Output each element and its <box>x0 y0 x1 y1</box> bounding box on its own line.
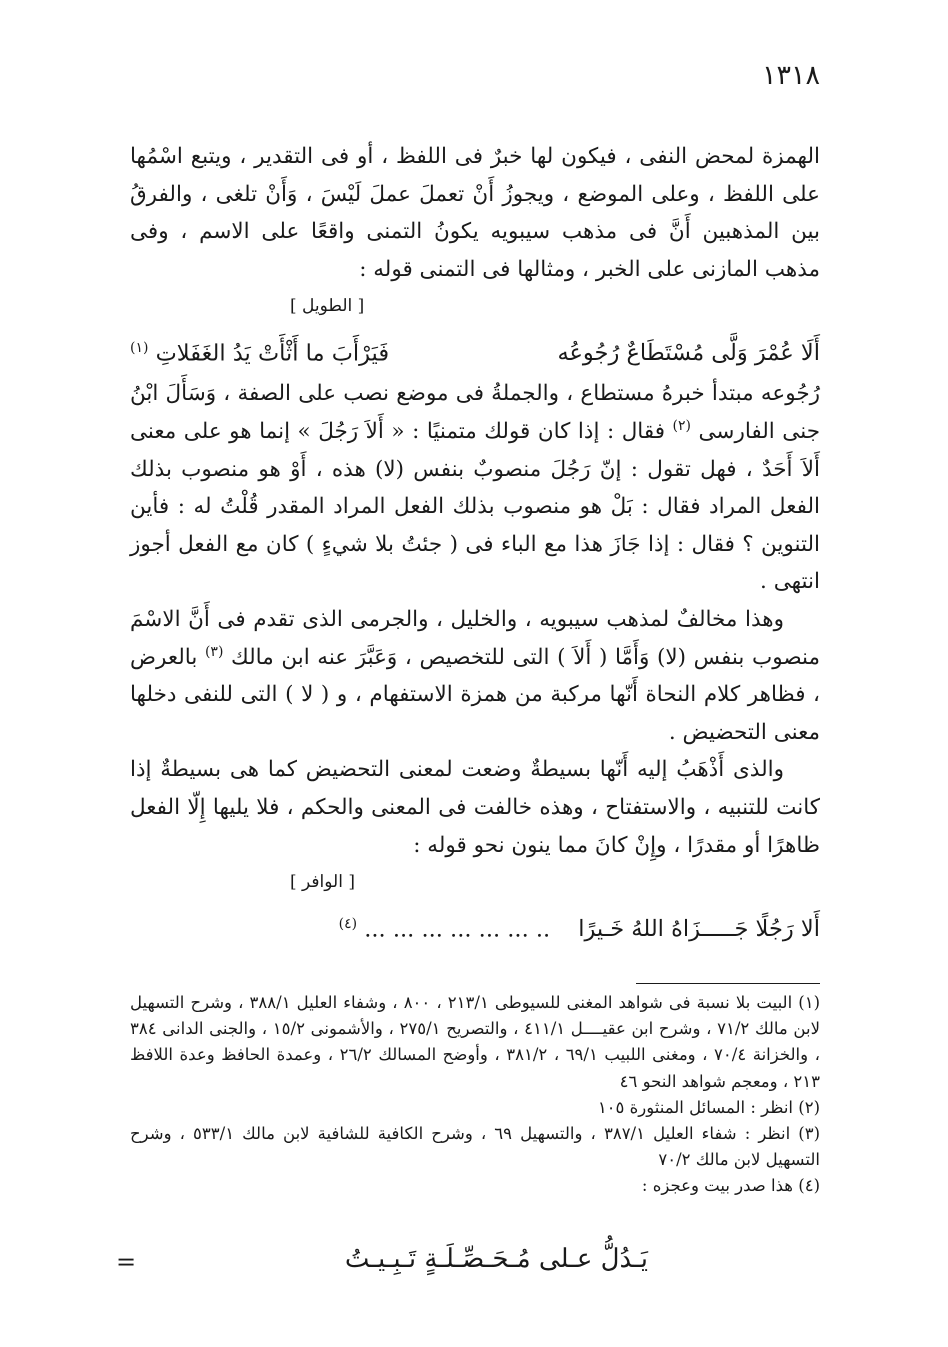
page-number: ١٣١٨ <box>761 60 820 91</box>
meter-line-1 <box>130 288 820 326</box>
verse-1 <box>130 328 820 374</box>
footnote-3: (٣) انظر : شفاء العليل ٣٨٧/١ ، والتسهيل ٦٩ ، وشرح الكافية للشافية لابن مالك ٥٣٣/١ ، وشرح التسهيل لابن مالك ٧٠/٢ <box>130 1124 820 1170</box>
meter-label-wafir: [ الوافر ] <box>290 872 355 893</box>
verse-1-second-hemistich: فَيَرْأَبَ ما أَثْأَتْ يَدُ الغَفَلاتِ <box>155 340 390 367</box>
footnote-ref-2: (٢) <box>672 417 691 434</box>
verse-2-first-hemistich: أَلا رَجُلًا جَـــــزَاهُ اللهُ خَـيرًا <box>578 916 820 943</box>
paragraph-4: والذى أَذْهَبُ إليه أَنّها بسيطةٌ وضعت لمعنى التحضيض كما هى بسيطةٌ إذا كانت للتنبيه ، والاستفتاح ، وهذه خالفت فى المعنى والحكم ، فلا يليها إِلّا الفعل ظاهرًا أو مقدرًا ، وإِنْ كانَ مما ينون نحو قوله : <box>130 757 820 858</box>
meter-line-2 <box>130 864 820 902</box>
verse-2-omitted-hemistich: .. ... ... ... ... ... ... <box>364 916 551 943</box>
footnote-4: (٤) هذا صدر بيت وعجزه : <box>641 1176 820 1196</box>
paragraph-2-part-a: رُجُوعه مبتدأ خبرهُ مستطاع ، والجملةُ فى موضع نصب على الصفة ، وَسَأَلَ ابْنُ جنى الفارسى <box>130 381 820 445</box>
paragraph-3 <box>130 601 820 751</box>
footnote-ref-1: (١) <box>130 339 149 356</box>
verse-2 <box>130 904 820 950</box>
paragraph-1: الهمزة لمحض النفى ، فيكون لها خبرٌ فى اللفظ ، أو فى التقدير ، ويتبع اسْمُها على اللفظ ، وعلى الموضع ، ويجوزُ أَنْ تعملَ عملَ لَيْسَ ، وَأَنْ تلغى ، والفرقُ بين المذهبين أَنَّ فى مذهب سيبويه يكونُ التمنى واقعًا على الاسم ، وفى مذهب المازنى على الخبر ، ومثالها فى التمنى قوله : <box>130 144 820 282</box>
paragraph-3-part-a: وهذا مخالفٌ لمذهب سيبويه ، والخليل ، والجرمى الذى تقدم فى أَنَّ الاسْمَ منصوب بنفس (لا) وَأَمَّا ( أَلاَ ) التى للتخصيص ، وَعَبَّرَ عنه ابن مالك <box>130 607 820 670</box>
verse-1-first-hemistich: أَلَا عُمْرَ وَلَّى مُسْتَطَاعٌ رُجُوعُه <box>557 340 820 367</box>
verse-1-second-hemistich-wrap <box>130 328 389 374</box>
paragraph-3-part-b: بالعرض ، فظاهر كلام النحاة أَنّها مركبة من همزة الاستفهام ، و ( لا ) التى للنفى دخلها معنى التحضيض . <box>130 644 820 745</box>
continuation-mark: = <box>116 1248 137 1276</box>
footnote-ref-4: (٤) <box>338 915 358 932</box>
footnote-ref-3: (٣) <box>204 643 224 660</box>
main-text <box>130 138 820 951</box>
paragraph-2 <box>130 375 820 601</box>
footnote-separator <box>636 983 820 984</box>
footnotes <box>130 990 820 1200</box>
footnote-2: (٢) انظر : المسائل المنثورة ١٠٥ <box>597 1097 820 1117</box>
paragraph-2-part-b: فقال : إذا كان قولك متمنيًا : « أَلاَ رَجُلَ » إنما هو على معنى أَلاَ أَحَدٌ ، فهل تقول : إنّ رَجُلَ منصوبٌ بنفس (لا) هذه ، أَوْ هو منصوب بذلك الفعل المراد فقال : بَلْ هو منصوب بذلك الفعل المراد المقدر قُلْتُ له : فأين التنوين ؟ فقال : إذا جَازَ هذا مع الباء فى ( جئتُ بلا شيءٍ ) كان مع الفعل أجوز انتهى . <box>130 419 820 595</box>
footnote-1: (١) البيت بلا نسبة فى شواهد المغنى للسيوطى ٢١٣/١ ، ٨٠٠ ، وشفاء العليل ٣٨٨/١ ، وشرح التسهيل لابن مالك ٧١/٢ ، وشرح ابن عقيــــل ٤١١/١ ، والتصريح ٢٧٥/١ ، والأشمونى ١٥/٢ ، والجنى الدانى ٣٨٤ ، والخزانة ٧٠/٤ ، ومغنى اللبيب ٦٩/١ ، ٣٨١/٢ ، وأوضح المسالك ٢٦/٢ ، وعمدة الحافظ وعدة اللافظ ٢١٣ ، ومعجم شواهد النحو ٤٦ <box>130 993 820 1091</box>
meter-label-tawil: [ الطويل ] <box>290 296 365 317</box>
verse-2-second-hemistich-wrap <box>339 904 551 950</box>
footnote-4-verse: يَـدُلُّ عـلى مُـحَـصِّـلَـةٍ تَـبِـيـتُ <box>344 1244 648 1274</box>
